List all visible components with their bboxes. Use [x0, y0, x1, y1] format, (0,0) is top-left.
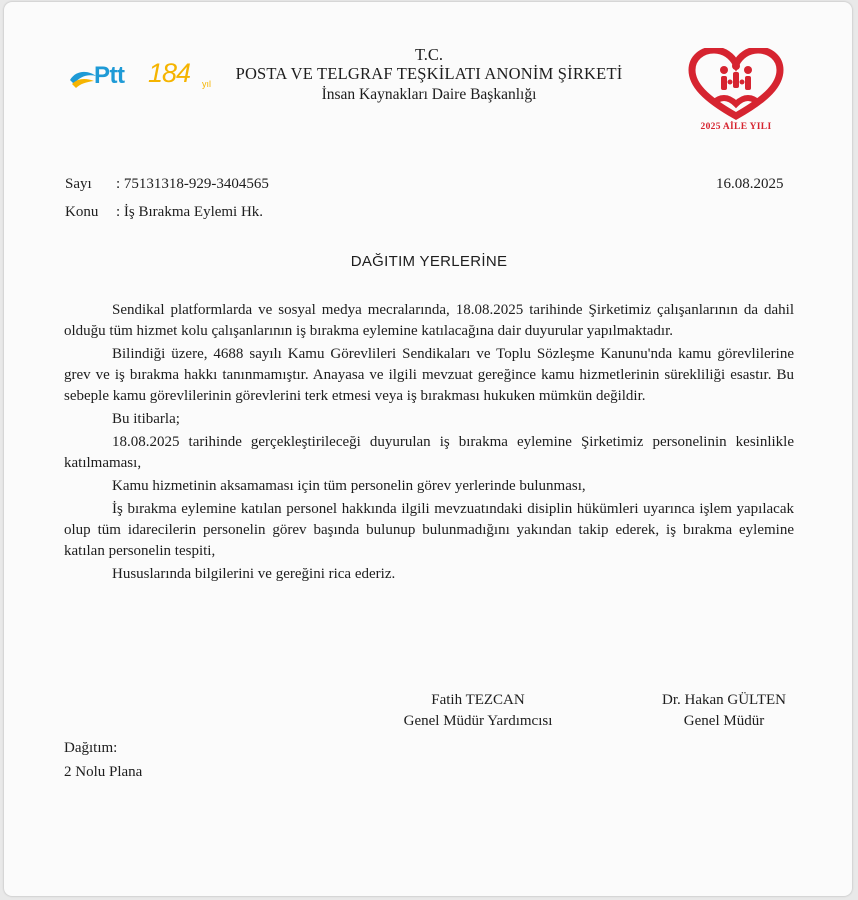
body-paragraph-1: Sendikal platformlarda ve sosyal medya mecralarında, 18.08.2025 tarihinde Şirketimiz çalışanlarının da dahil olduğu tüm hizmet kolu çalışanlarının iş bırakma eylemine katılacağına dair duyurular yapılmaktadır.: [64, 302, 794, 339]
signature-right: [624, 690, 824, 732]
signature-right-name: Dr. Hakan GÜLTEN: [661, 692, 786, 708]
konu-label: Konu: [65, 204, 99, 220]
body-paragraph-7: Hususlarında bilgilerini ve gereğini rica ederiz.: [112, 566, 396, 582]
konu-value: : İş Bırakma Eylemi Hk.: [116, 204, 264, 220]
ptt-anniversary-suffix: yıl: [202, 79, 211, 89]
distribution-title: DAĞITIM YERLERİNE: [350, 253, 508, 270]
family-heart-icon: [684, 48, 788, 122]
body-paragraph-4: 18.08.2025 tarihinde gerçekleştirileceği duyurulan iş bırakma eylemine Şirketimiz personelinin kesinlikle katılmaması,: [64, 434, 794, 471]
signature-right-title: Genel Müdür: [683, 713, 765, 729]
sayi-value: : 75131318-929-3404565: [116, 176, 269, 192]
family-year-logo: [684, 48, 788, 146]
letterhead-department: İnsan Kaynakları Daire Başkanlığı: [321, 86, 537, 103]
body-paragraph-2: Bilindiği üzere, 4688 sayılı Kamu Görevlileri Sendikaları ve Toplu Sözleşme Kanunu'nda kamu görevlilerine grev ve iş bırakma hakkı tanınmamıştır. Anayasa ve ilgili mevzuat gereğince kamu hizmetlerinin sürekliliği esastır. Bu sebeple kamu görevlilerinin görevlerini terk etmesi veya iş bırakması hukuken mümkün değildir.: [64, 346, 794, 404]
distribution-label: Dağıtım:: [64, 740, 118, 756]
signature-left-name: Fatih TEZCAN: [431, 692, 525, 708]
sayi-label: Sayı: [65, 176, 92, 192]
letterhead-tc: T.C.: [414, 45, 444, 64]
ptt-brand: Ptt: [94, 62, 125, 89]
letterhead-company: POSTA VE TELGRAF TEŞKİLATI ANONİM ŞİRKETİ: [235, 64, 623, 83]
distribution-plan: 2 Nolu Plana: [64, 764, 143, 780]
document-date: 16.08.2025: [716, 176, 784, 192]
body-paragraph-5: Kamu hizmetinin aksamaması için tüm personelin görev yerlerinde bulunması,: [112, 478, 586, 494]
family-year-caption: 2025 AİLE YILI: [700, 122, 772, 132]
signature-left-title: Genel Müdür Yardımcısı: [403, 713, 553, 729]
ptt-anniversary-number: 184: [148, 58, 191, 88]
signature-left: [378, 690, 578, 732]
body-paragraph-6: İş bırakma eylemine katılan personel hakkında ilgili mevzuatındaki disiplin hükümleri uyarınca işlem yapılacak olup tüm idarecilerin personelin görev başında bulunup bulunmadığını yakından takip ederek, iş bırakma eylemine katılan personelin tespiti,: [64, 501, 794, 559]
body-paragraph-3: Bu itibarla;: [112, 411, 180, 427]
letter-body: [64, 300, 794, 585]
